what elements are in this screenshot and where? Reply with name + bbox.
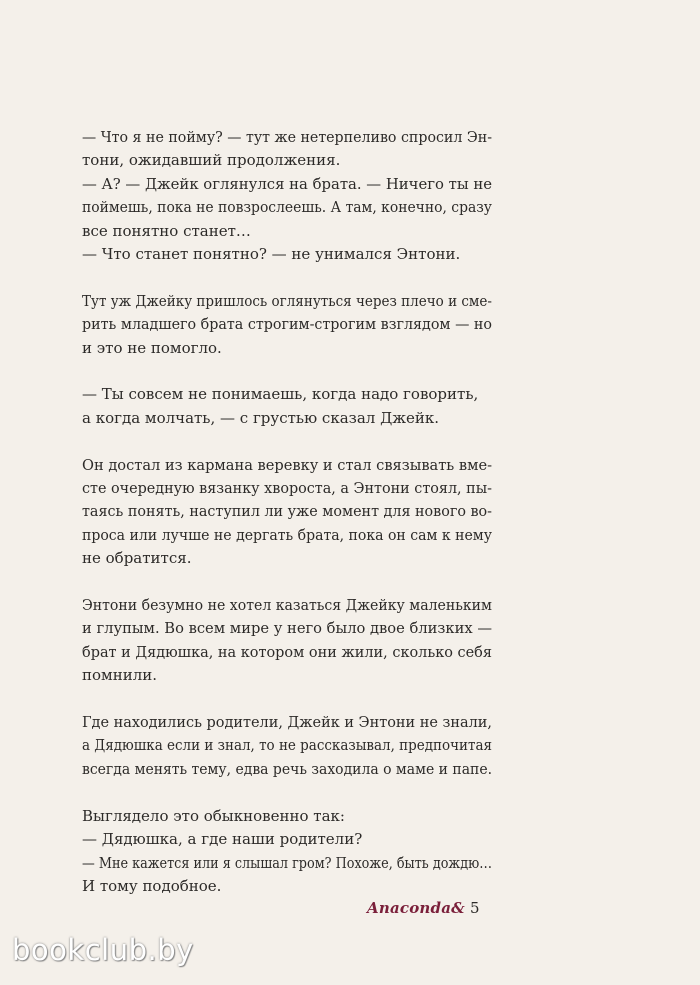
text-line: и это не помогло. — [82, 338, 222, 357]
text-line: И тому подобное. — [82, 876, 222, 895]
text-line: а когда молчать, — с грустью сказал Джейк. — [82, 408, 440, 427]
text-line: — Что я не пойму? — тут же нетерпеливо спросил Эн- — [82, 128, 493, 146]
paragraph-1 — [82, 126, 492, 266]
paragraph-3 — [82, 383, 492, 430]
paragraph-6 — [82, 711, 492, 781]
publisher-logo: Anaconda& — [367, 899, 465, 917]
paragraph-4 — [82, 454, 492, 571]
text-line: проса или лучше не дергать брата, пока он сам к нему — [82, 525, 492, 544]
text-line: — Дядюшка, а где наши родители? — [82, 830, 363, 849]
text-line: все понятно станет… — [82, 221, 251, 240]
text-line: Где находились родители, Джейк и Энтони не знали, — [82, 713, 493, 732]
text-line: помнили. — [82, 666, 157, 685]
text-line: — Ты совсем не понимаешь, когда надо говорить, — [82, 385, 479, 404]
paragraph-7 — [82, 805, 492, 899]
text-line: Он достал из кармана веревку и стал связывать вме- — [82, 455, 493, 474]
text-line: — Мне кажется или я слышал гром? Похоже, быть дождю… — [82, 853, 493, 872]
body-text — [82, 126, 492, 922]
text-line: тони, ожидавший продолжения. — [82, 151, 341, 170]
text-line: — Что станет понятно? — не унимался Энтони. — [82, 245, 461, 264]
text-line: а Дядюшка если и знал, то не рассказывал, предпочитая — [82, 736, 492, 755]
text-line: поймешь, пока не повзрослеешь. А там, конечно, сразу — [82, 198, 492, 217]
paragraph-2 — [82, 290, 492, 360]
text-line: таясь понять, наступил ли уже момент для нового во- — [82, 502, 492, 521]
text-line: рить младшего брата строгим-строгим взглядом — но — [82, 315, 492, 334]
text-line: брат и Дядюшка, на котором они жили, сколько себя — [82, 642, 492, 661]
text-line: — А? — Джейк оглянулся на брата. — Ничего ты не — [82, 174, 493, 193]
text-line: Энтони безумно не хотел казаться Джейку маленьким — [82, 596, 493, 615]
text-line: всегда менять тему, едва речь заходила о маме и папе. — [82, 759, 493, 778]
paragraph-5 — [82, 594, 492, 688]
text-line: и глупым. Во всем мире у него было двое близких — — [82, 619, 493, 638]
text-line: Тут уж Джейку пришлось оглянуться через плечо и сме- — [82, 291, 492, 310]
page-number: 5 — [470, 899, 480, 917]
text-line: сте очередную вязанку хвороста, а Энтони стоял, пы- — [82, 479, 493, 498]
watermark: bookclub.by — [12, 933, 194, 967]
text-line: Выглядело это обыкновенно так: — [82, 806, 345, 825]
text-line: не обратится. — [82, 549, 192, 568]
